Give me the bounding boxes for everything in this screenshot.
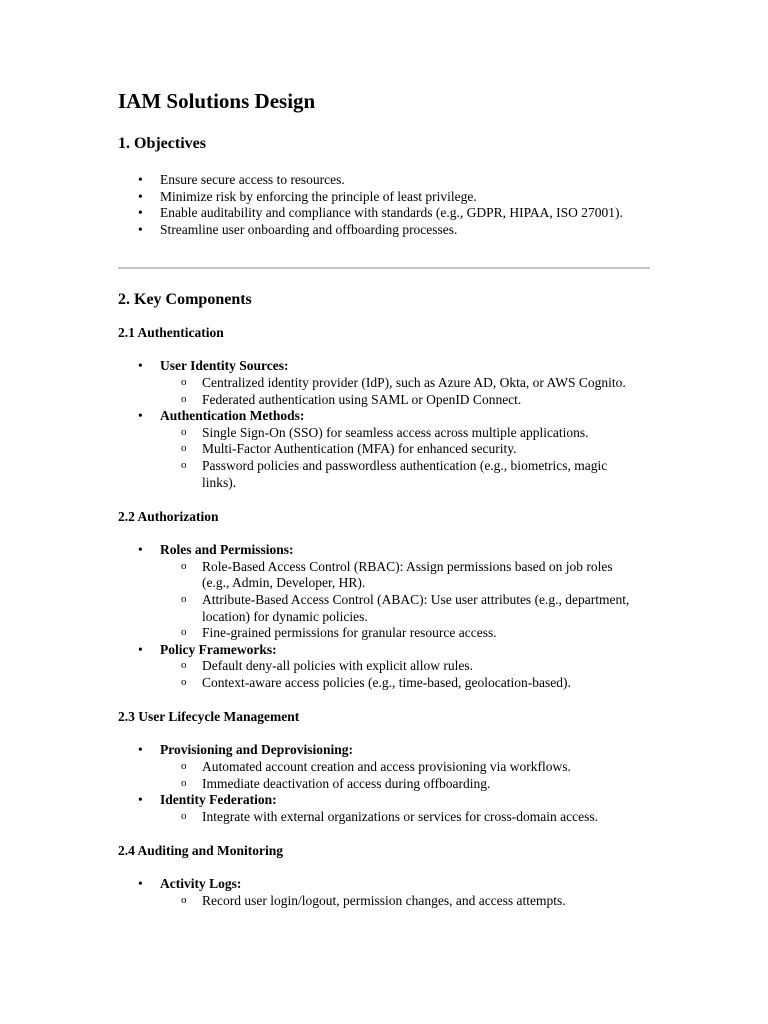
- document-title: IAM Solutions Design: [118, 89, 316, 113]
- objectives-list: [118, 172, 650, 238]
- sub-list: [160, 893, 650, 910]
- objective-item: • Streamline user onboarding and offboarding processes.: [118, 222, 650, 239]
- objective-item: • Minimize risk by enforcing the principle of least privilege.: [118, 189, 650, 206]
- subsection-heading-authorization: 2.2 Authorization: [118, 509, 219, 525]
- list-item: [118, 742, 650, 792]
- objective-item: • Enable auditability and compliance with standards (e.g., GDPR, HIPAA, ISO 27001).: [118, 205, 650, 222]
- list-item: [118, 792, 650, 825]
- auditing-list: [118, 876, 650, 909]
- sub-list-item: o Federated authentication using SAML or OpenID Connect.: [160, 392, 642, 409]
- sub-list: [160, 559, 650, 642]
- sub-list: [160, 759, 650, 792]
- list-item: [118, 542, 650, 642]
- subsection-heading-lifecycle: 2.3 User Lifecycle Management: [118, 709, 300, 725]
- item-label: Policy Frameworks:: [160, 641, 277, 657]
- objective-item: • Ensure secure access to resources.: [118, 172, 650, 189]
- lifecycle-list: [118, 742, 650, 825]
- item-label: User Identity Sources:: [160, 358, 289, 374]
- list-item: [118, 876, 650, 909]
- document-body: [118, 88, 650, 910]
- sub-list-item: o Password policies and passwordless authentication (e.g., biometrics, magic links).: [160, 458, 642, 491]
- list-item: [118, 358, 650, 408]
- sub-list-item: o Context-aware access policies (e.g., time-based, geolocation-based).: [160, 675, 642, 692]
- section-heading-key-components: 2. Key Components: [118, 291, 252, 309]
- sub-list: [160, 375, 650, 408]
- sub-list-item: o Centralized identity provider (IdP), such as Azure AD, Okta, or AWS Cognito.: [160, 375, 642, 392]
- sub-list-item: o Automated account creation and access provisioning via workflows.: [160, 759, 642, 776]
- item-label: Roles and Permissions:: [160, 542, 294, 558]
- sub-list-item: o Multi-Factor Authentication (MFA) for enhanced security.: [160, 441, 642, 458]
- list-item: [118, 408, 650, 491]
- subsection-heading-auditing: 2.4 Auditing and Monitoring: [118, 843, 284, 859]
- authorization-list: [118, 542, 650, 691]
- item-label: Authentication Methods:: [160, 408, 305, 424]
- sub-list-item: o Immediate deactivation of access during offboarding.: [160, 776, 642, 793]
- section-heading-objectives: 1. Objectives: [118, 135, 206, 152]
- list-item: [118, 642, 650, 692]
- sub-list-item: o Integrate with external organizations or services for cross-domain access.: [160, 809, 642, 826]
- item-label: Provisioning and Deprovisioning:: [160, 742, 354, 758]
- sub-list: [160, 425, 650, 491]
- sub-list-item: o Attribute-Based Access Control (ABAC): Use user attributes (e.g., department, location) for dynamic policies.: [160, 592, 642, 625]
- section-divider: [118, 267, 650, 269]
- sub-list: [160, 658, 650, 691]
- sub-list-item: o Role-Based Access Control (RBAC): Assign permissions based on job roles (e.g., Admin, Developer, HR).: [160, 559, 642, 592]
- sub-list-item: o Record user login/logout, permission changes, and access attempts.: [160, 893, 642, 910]
- sub-list-item: o Default deny-all policies with explicit allow rules.: [160, 658, 642, 675]
- sub-list: [160, 809, 650, 826]
- item-label: Activity Logs:: [160, 876, 242, 892]
- sub-list-item: o Fine-grained permissions for granular resource access.: [160, 625, 642, 642]
- item-label: Identity Federation:: [160, 792, 277, 808]
- authentication-list: [118, 358, 650, 491]
- sub-list-item: o Single Sign-On (SSO) for seamless access across multiple applications.: [160, 425, 642, 442]
- subsection-heading-authentication: 2.1 Authentication: [118, 325, 224, 341]
